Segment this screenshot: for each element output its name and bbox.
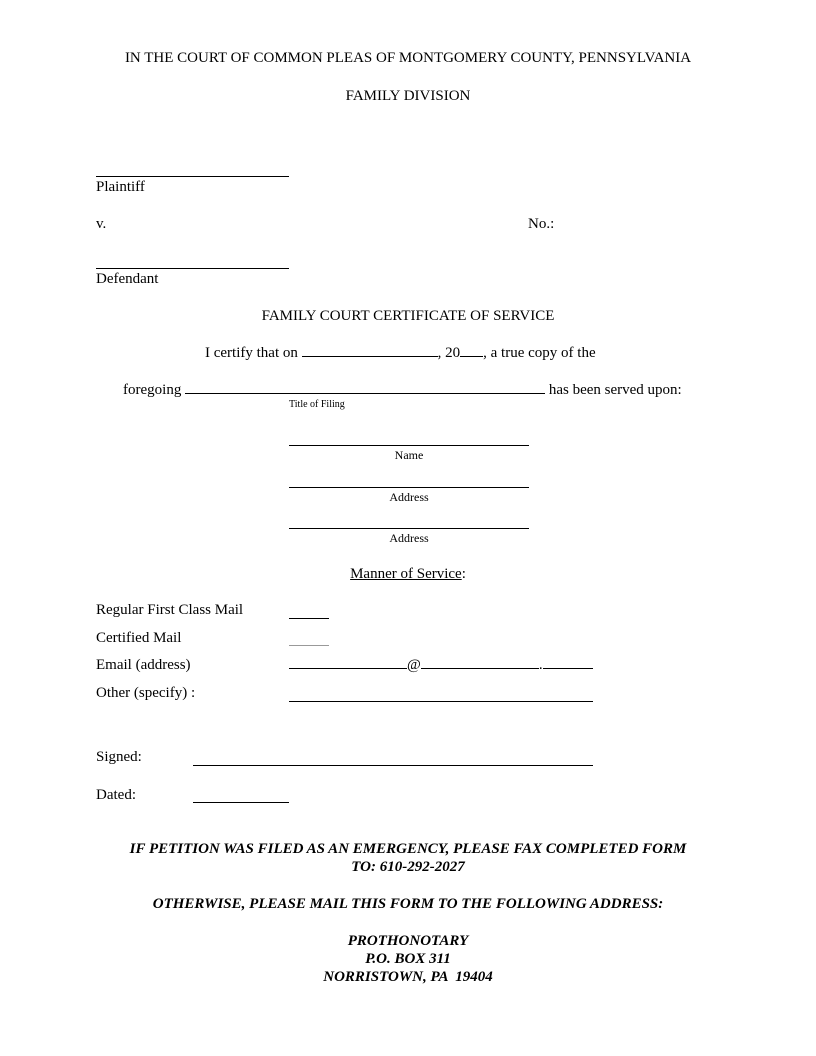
email-field	[289, 657, 593, 674]
recipient-address1-label: Address	[389, 490, 429, 504]
foregoing-statement	[123, 382, 682, 399]
plaintiff-label: Plaintiff	[96, 179, 145, 195]
recipient-name-line[interactable]	[289, 445, 529, 446]
foregoing-suffix: has been served upon:	[548, 382, 682, 398]
mail-address-line3: NORRISTOWN, PA 19404	[323, 969, 493, 985]
defendant-line[interactable]	[96, 268, 289, 269]
manner-of-service-colon: :	[461, 566, 466, 582]
certify-suffix: , a true copy of the	[483, 345, 596, 361]
email-domain-field[interactable]	[421, 667, 539, 669]
recipient-address2-line[interactable]	[289, 528, 529, 529]
email-dot: .	[538, 657, 543, 673]
case-number-label: No.:	[528, 216, 555, 232]
signed-label: Signed:	[96, 749, 142, 765]
fax-number: TO: 610-292-2027	[351, 859, 465, 875]
division-heading: FAMILY DIVISION	[345, 88, 471, 104]
certified-mail-label: Certified Mail	[96, 630, 182, 646]
email-label: Email (address)	[96, 657, 191, 673]
service-year-field[interactable]	[460, 355, 483, 357]
manner-of-service-heading	[0, 566, 816, 583]
first-class-mail-checkline[interactable]	[289, 618, 329, 619]
first-class-mail-label: Regular First Class Mail	[96, 602, 244, 618]
email-tld-field[interactable]	[543, 667, 593, 669]
signature-line[interactable]	[193, 765, 593, 766]
recipient-address2-label: Address	[389, 531, 429, 545]
certify-year-prefix: , 20	[437, 345, 461, 361]
defendant-label: Defendant	[96, 271, 159, 287]
court-heading: IN THE COURT OF COMMON PLEAS OF MONTGOMERY COUNTY, PENNSYLVANIA	[124, 50, 692, 66]
other-specify-label: Other (specify) :	[96, 685, 196, 701]
certify-statement	[205, 345, 596, 362]
mail-address-line1: PROTHONOTARY	[347, 933, 469, 949]
email-at-sign: @	[407, 657, 421, 673]
mail-instruction: OTHERWISE, PLEASE MAIL THIS FORM TO THE FOLLOWING ADDRESS:	[152, 896, 664, 912]
title-of-filing-field[interactable]	[185, 392, 545, 394]
email-user-field[interactable]	[289, 667, 407, 669]
manner-of-service-text: Manner of Service	[350, 566, 462, 582]
certify-prefix: I certify that on	[205, 345, 298, 361]
other-specify-line[interactable]	[289, 701, 593, 702]
emergency-fax-instruction: IF PETITION WAS FILED AS AN EMERGENCY, PLEASE FAX COMPLETED FORM	[129, 841, 687, 857]
plaintiff-line[interactable]	[96, 176, 289, 177]
versus-label: v.	[96, 216, 107, 232]
dated-label: Dated:	[96, 787, 136, 803]
form-title: FAMILY COURT CERTIFICATE OF SERVICE	[261, 308, 555, 324]
dated-line[interactable]	[193, 802, 289, 803]
mail-address-line2: P.O. BOX 311	[365, 951, 451, 967]
title-of-filing-label: Title of Filing	[289, 399, 345, 410]
recipient-address1-line[interactable]	[289, 487, 529, 488]
certified-mail-checkline[interactable]	[289, 645, 329, 646]
foregoing-prefix: foregoing	[123, 382, 182, 398]
recipient-name-label: Name	[394, 448, 424, 462]
service-date-field[interactable]	[302, 355, 438, 357]
